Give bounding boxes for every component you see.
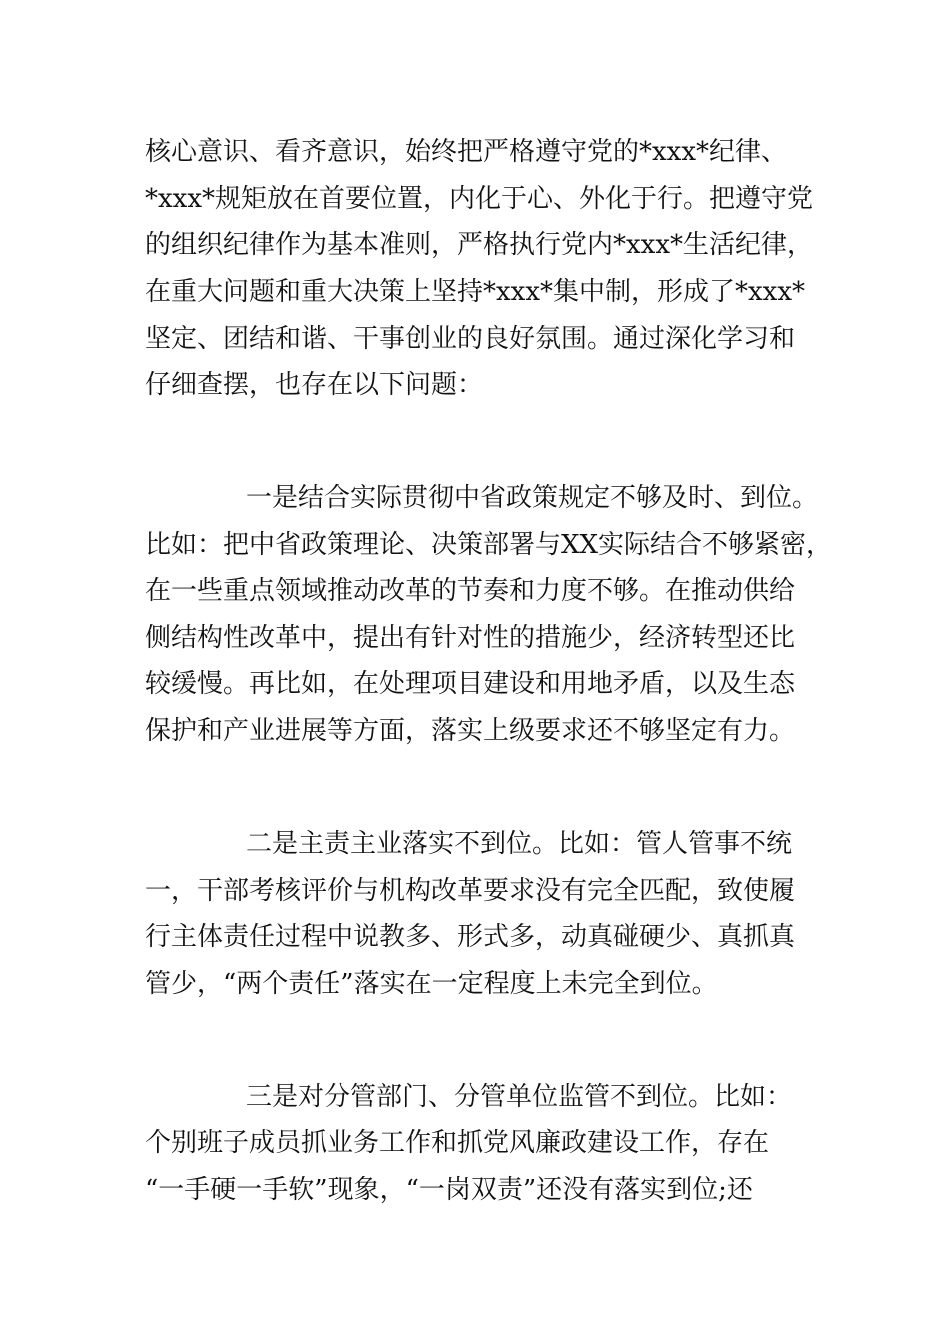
text-line: 个别班子成员抓业务工作和抓党风廉政建设工作，存在 xyxy=(145,1128,770,1158)
text-line: 在一些重点领域推动改革的节奏和力度不够。在推动供给 xyxy=(145,576,796,606)
text-line: 较缓慢。再比如，在处理项目建设和用地矛盾，以及生态 xyxy=(145,669,796,699)
text-line: 的组织纪律作为基本准则，严格执行党内*xxx*生活纪律， xyxy=(145,230,813,260)
text-line: 核心意识、看齐意识，始终把严格遵守党的*xxx*纪律、 xyxy=(145,137,787,167)
text-line: 二是主责主业落实不到位。比如：管人管事不统 xyxy=(246,829,793,859)
text-line: 仔细查摆，也存在以下问题： xyxy=(145,370,484,400)
text-line: 坚定、团结和谐、干事创业的良好氛围。通过深化学习和 xyxy=(145,324,796,354)
text-line: 侧结构性改革中，提出有针对性的措施少，经济转型还比 xyxy=(145,623,796,653)
text-line: 一，干部考核评价与机构改革要求没有完全匹配，致使履 xyxy=(145,876,796,906)
text-line: 一是结合实际贯彻中省政策规定不够及时、到位。 xyxy=(246,483,819,513)
text-line: “一手硬一手软”现象，“一岗双责”还没有落实到位;还 xyxy=(145,1175,753,1205)
text-line: 行主体责任过程中说教多、形式多，动真碰硬少、真抓真 xyxy=(145,922,796,952)
text-line: 比如：把中省政策理论、决策部署与XX实际结合不够紧密， xyxy=(145,530,833,560)
text-line: 在重大问题和重大决策上坚持*xxx*集中制，形成了*xxx* xyxy=(145,277,805,307)
text-line: 管少，“两个责任”落实在一定程度上未完全到位。 xyxy=(145,969,718,999)
text-line: *xxx*规矩放在首要位置，内化于心、外化于行。把遵守党 xyxy=(145,184,813,214)
text-line: 保护和产业进展等方面，落实上级要求还不够坚定有力。 xyxy=(145,716,796,746)
text-line: 三是对分管部门、分管单位监管不到位。比如： xyxy=(246,1082,793,1112)
